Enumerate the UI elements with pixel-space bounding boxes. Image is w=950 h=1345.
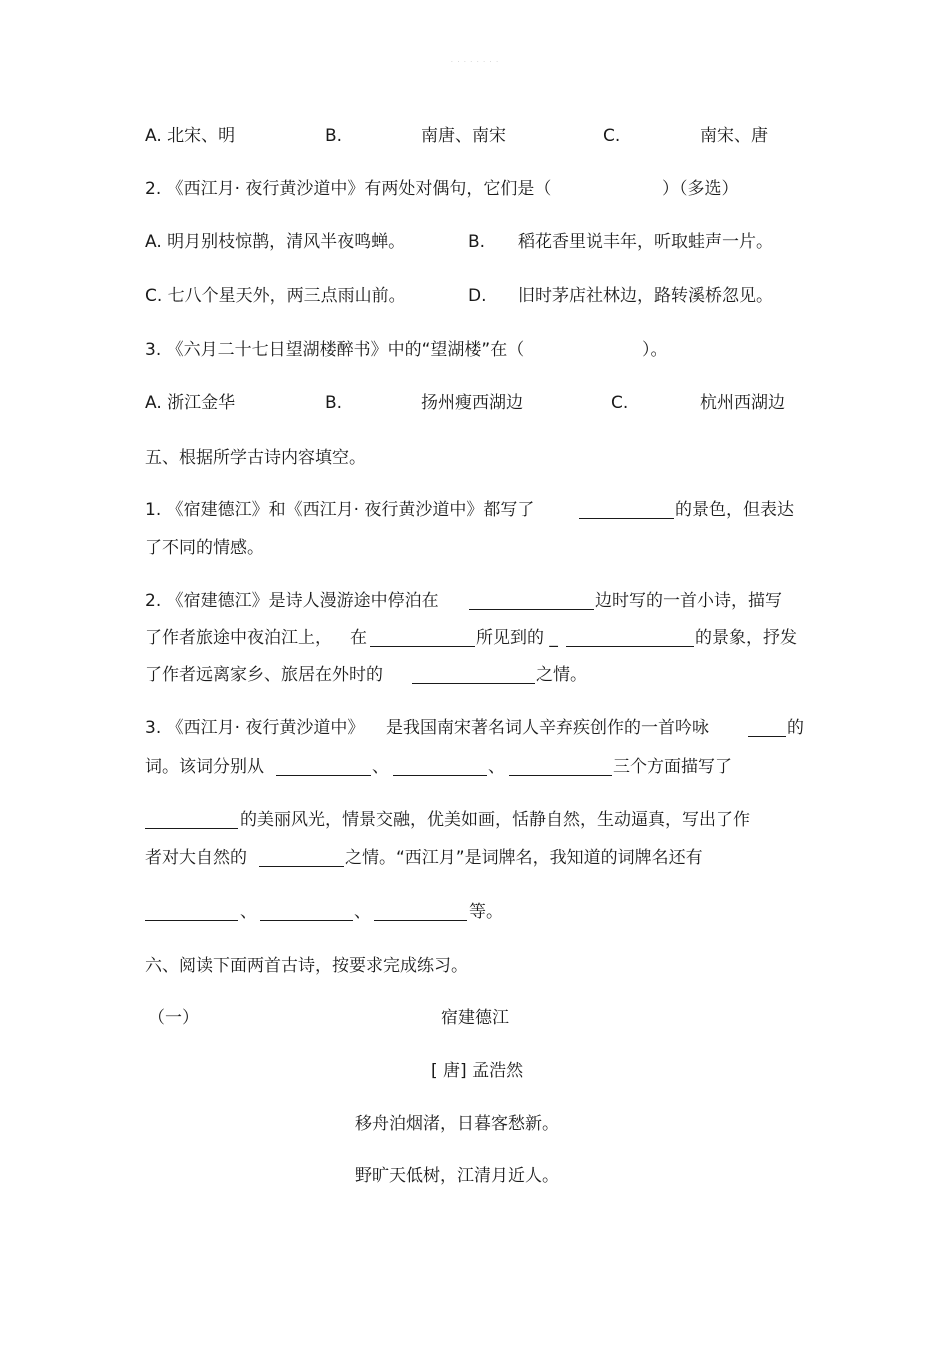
option-b-letter: B. — [325, 126, 343, 146]
fill-item-3-line-1-mid: 是我国南宋著名词人辛弃疾创作的一首吟咏 — [386, 718, 709, 738]
answer-blank[interactable] — [469, 591, 594, 610]
option-b-letter: B. — [468, 232, 486, 252]
fill-item-2-line-1-text: 2. 《宿建德江》是诗人漫游途中停泊在 — [145, 591, 439, 611]
fill-item-2-line-1-tail: 边时写的一首小诗，描写 — [595, 591, 782, 611]
option-d-text: 旧时茅店社林边，路转溪桥忽见。 — [518, 286, 773, 306]
poem-author: [ 唐] 孟浩然 — [431, 1061, 524, 1081]
fill-item-3-line-1-text: 3. 《西江月· 夜行黄沙道中》 — [145, 718, 365, 738]
fill-item-2-line-3-tail: 之情。 — [536, 665, 587, 685]
fill-item-3-line-5-tail: 等。 — [469, 902, 503, 922]
answer-blank[interactable] — [509, 757, 612, 776]
option-b-text: 稻花香里说丰年，听取蛙声一片。 — [518, 232, 773, 252]
fill-item-1-line-1-text: 1. 《宿建德江》和《西江月· 夜行黄沙道中》都写了 — [145, 500, 535, 520]
separator: 、 — [240, 902, 257, 922]
question-stem-left: 3. 《六月二十七日望湖楼醉书》中的“望湖楼”在（ — [145, 340, 525, 360]
answer-blank[interactable] — [412, 665, 535, 684]
fill-item-1-line-1-tail: 的景色，但表达 — [675, 500, 794, 520]
answer-blank[interactable] — [276, 757, 371, 776]
option-c-letter: C. — [603, 126, 621, 146]
answer-blank[interactable] — [145, 902, 238, 921]
option-c-text: 南宋、唐 — [700, 126, 768, 146]
fill-item-3-line-2-text: 词。该词分别从 — [145, 757, 264, 777]
option-b-letter: B. — [325, 393, 343, 413]
answer-blank[interactable] — [579, 500, 674, 519]
fill-item-3-line-4-tail: 之情。“西江月”是词牌名，我知道的词牌名还有 — [345, 848, 703, 868]
answer-blank[interactable] — [748, 718, 786, 737]
option-a: A. 明月别枝惊鹊，清风半夜鸣蝉。 — [145, 232, 406, 252]
section-title: 五、根据所学古诗内容填空。 — [145, 448, 366, 468]
answer-blank[interactable] — [393, 757, 487, 776]
fill-item-1-line-2: 了不同的情感。 — [145, 538, 264, 558]
fill-item-2-line-2-tail: 的景象，抒发 — [695, 628, 797, 648]
poem-title: 宿建德江 — [441, 1008, 509, 1028]
question-stem-right: ）（多选） — [662, 179, 739, 199]
answer-blank[interactable] — [259, 848, 344, 867]
answer-blank[interactable] — [370, 628, 475, 647]
option-c-text: 杭州西湖边 — [700, 393, 785, 413]
fill-item-2-line-2-mid: 所见到的 _ — [476, 628, 558, 648]
option-b-text: 扬州瘦西湖边 — [421, 393, 523, 413]
section-title: 六、阅读下面两首古诗，按要求完成练习。 — [145, 956, 468, 976]
fill-item-3-line-2-tail: 三个方面描写了 — [613, 757, 732, 777]
part-label: （一） — [148, 1008, 199, 1028]
fill-item-2-line-3-text: 了作者远离家乡、旅居在外时的 — [145, 665, 383, 685]
fill-item-3-line-1-tail: 的 — [787, 718, 804, 738]
separator: 、 — [372, 757, 389, 777]
option-a: A. 浙江金华 — [145, 393, 236, 413]
poem-line-1: 移舟泊烟渚，日暮客愁新。 — [355, 1114, 559, 1134]
question-stem-right: ）。 — [642, 340, 668, 360]
option-b-text: 南唐、南宋 — [421, 126, 506, 146]
answer-blank[interactable] — [260, 902, 353, 921]
poem-line-2: 野旷天低树，江清月近人。 — [355, 1166, 559, 1186]
fill-item-3-line-3: 的美丽风光，情景交融，优美如画，恬静自然，生动逼真，写出了作 — [240, 810, 750, 830]
option-c-letter: C. — [611, 393, 629, 413]
separator: 、 — [354, 902, 371, 922]
answer-blank[interactable] — [566, 628, 694, 647]
option-a: A. 北宋、明 — [145, 126, 236, 146]
fill-item-2-line-2-text: 了作者旅途中夜泊江上， — [145, 628, 332, 648]
option-c: C. 七八个星天外，两三点雨山前。 — [145, 286, 406, 306]
page-header-mark: · · · · · · · · — [450, 58, 500, 66]
option-d-letter: D. — [468, 286, 487, 306]
question-stem-left: 2. 《西江月· 夜行黄沙道中》有两处对偶句，它们是（ — [145, 179, 552, 199]
fill-item-2-line-2-word: 在 — [350, 628, 367, 648]
answer-blank[interactable] — [145, 810, 238, 829]
answer-blank[interactable] — [374, 902, 467, 921]
fill-item-3-line-4-text: 者对大自然的 — [145, 848, 247, 868]
separator: 、 — [488, 757, 505, 777]
